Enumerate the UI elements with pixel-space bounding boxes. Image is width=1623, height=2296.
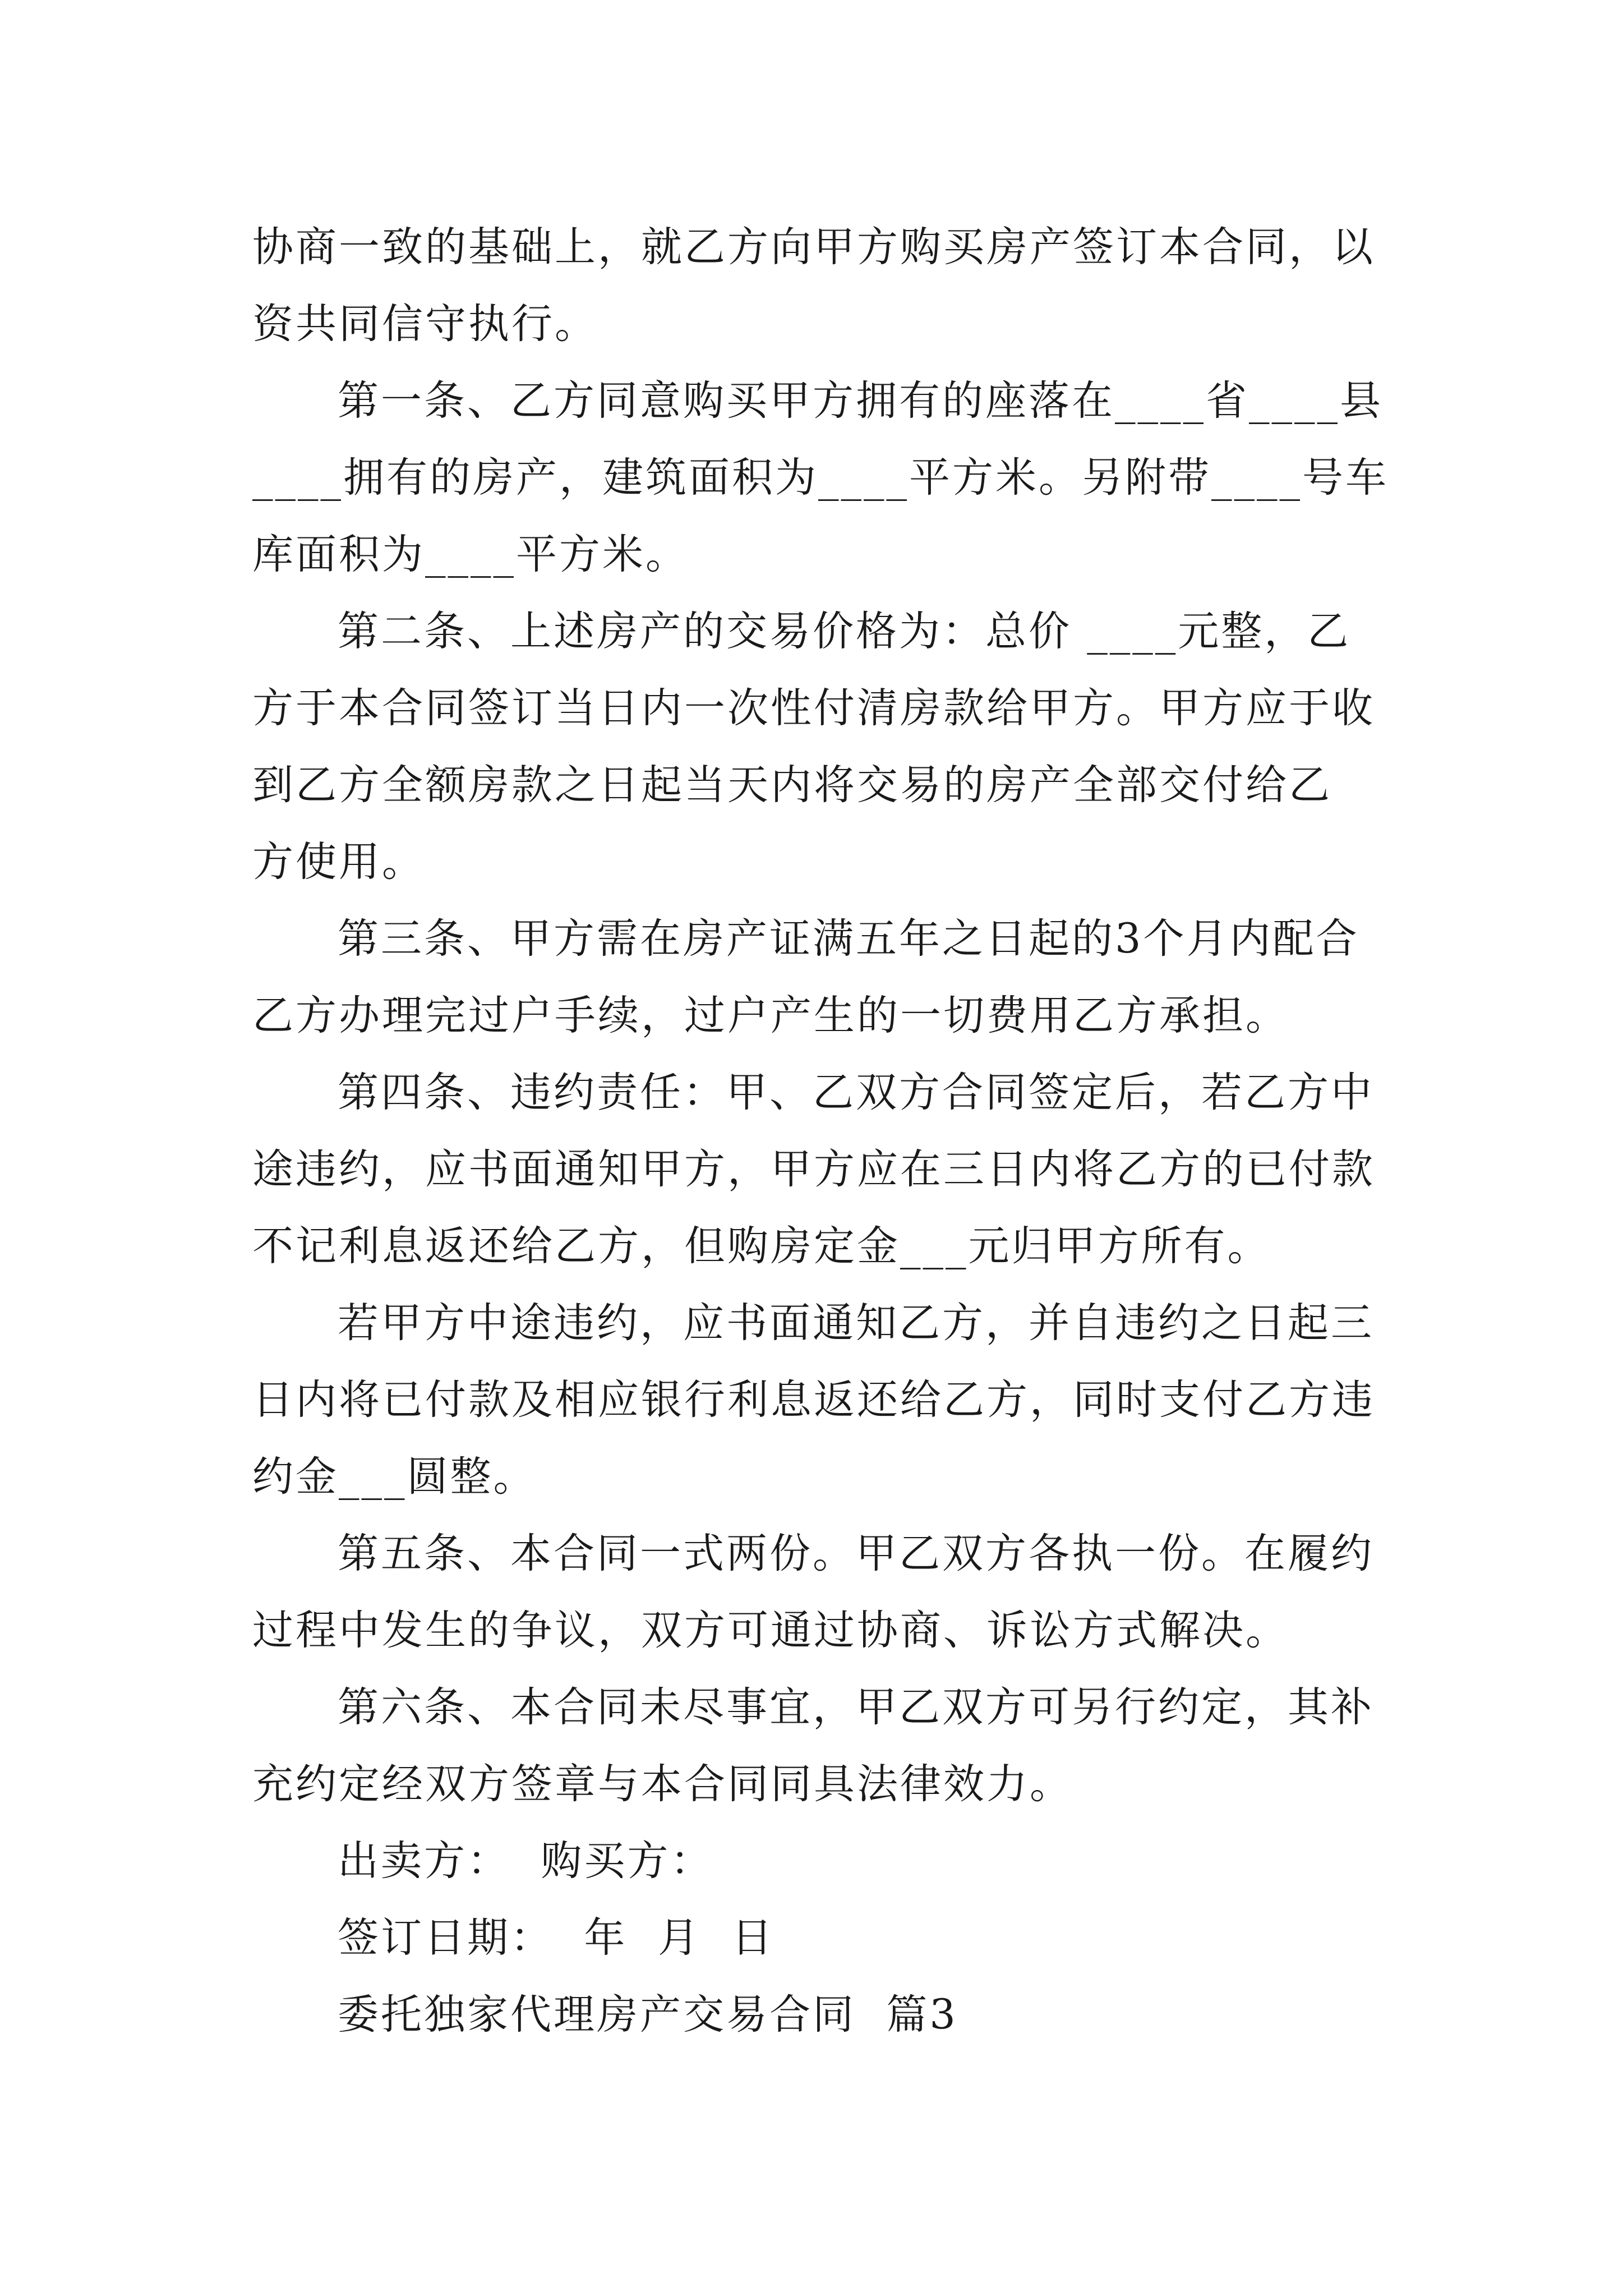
paragraph-preamble-continuation <box>252 209 1380 362</box>
text-line: 委托独家代理房产交易合同 篇3 <box>338 1991 958 2039</box>
text-line: ____拥有的房产，建筑面积为____平方米。另附带____号车 <box>252 454 1389 501</box>
text-line: 第三条、甲方需在房产证满五年之日起的3个月内配合 <box>338 915 1359 963</box>
article-3 <box>252 900 1380 1054</box>
text-line: 乙方办理完过户手续，过户产生的一切费用乙方承担。 <box>252 992 1289 1039</box>
text-line: 日内将已付款及相应银行利息返还给乙方，同时支付乙方违 <box>252 1376 1375 1424</box>
text-line: 方于本合同签订当日内一次性付清房款给甲方。甲方应于收 <box>252 684 1375 732</box>
article-1 <box>252 362 1389 593</box>
text-line: 到乙方全额房款之日起当天内将交易的房产全部交付给乙 <box>252 761 1332 809</box>
text-line: 过程中发生的争议，双方可通过协商、诉讼方式解决。 <box>252 1607 1289 1654</box>
signature-parties <box>252 1823 1380 1899</box>
text-line: 方使用。 <box>252 838 425 886</box>
article-5 <box>252 1515 1380 1669</box>
article-2 <box>252 593 1380 900</box>
text-line: 资共同信守执行。 <box>252 300 598 348</box>
text-line: 若甲方中途违约，应书面通知乙方，并自违约之日起三 <box>338 1299 1374 1347</box>
text-line: 第四条、违约责任：甲、乙双方合同签定后，若乙方中 <box>338 1069 1374 1116</box>
text-line: 出卖方： 购买方： <box>338 1837 714 1885</box>
article-6 <box>252 1669 1380 1823</box>
text-line: 协商一致的基础上，就乙方向甲方购买房产签订本合同，以 <box>252 223 1375 271</box>
signing-date <box>252 1899 1380 1976</box>
article-4 <box>252 1054 1380 1285</box>
text-line: 途违约，应书面通知甲方，甲方应在三日内将乙方的已付款 <box>252 1145 1375 1193</box>
text-line: 不记利息返还给乙方，但购房定金___元归甲方所有。 <box>252 1222 1271 1270</box>
text-line: 第六条、本合同未尽事宜，甲乙双方可另行约定，其补 <box>338 1683 1374 1731</box>
text-line: 充约定经双方签章与本合同同具法律效力。 <box>252 1760 1073 1808</box>
text-line: 约金___圆整。 <box>252 1453 537 1501</box>
text-line: 签订日期： 年 月 日 <box>338 1914 775 1962</box>
article-4-seller-breach <box>252 1285 1380 1515</box>
text-line: 第五条、本合同一式两份。甲乙双方各执一份。在履约 <box>338 1530 1374 1577</box>
text-line: 第二条、上述房产的交易价格为：总价 ____元整，乙 <box>338 608 1351 655</box>
section-heading-part-3 <box>252 1976 1380 2053</box>
text-line: 第一条、乙方同意购买甲方拥有的座落在____省____县 <box>338 377 1383 425</box>
document-body <box>252 209 1389 2053</box>
text-line: 库面积为____平方米。 <box>252 531 689 578</box>
